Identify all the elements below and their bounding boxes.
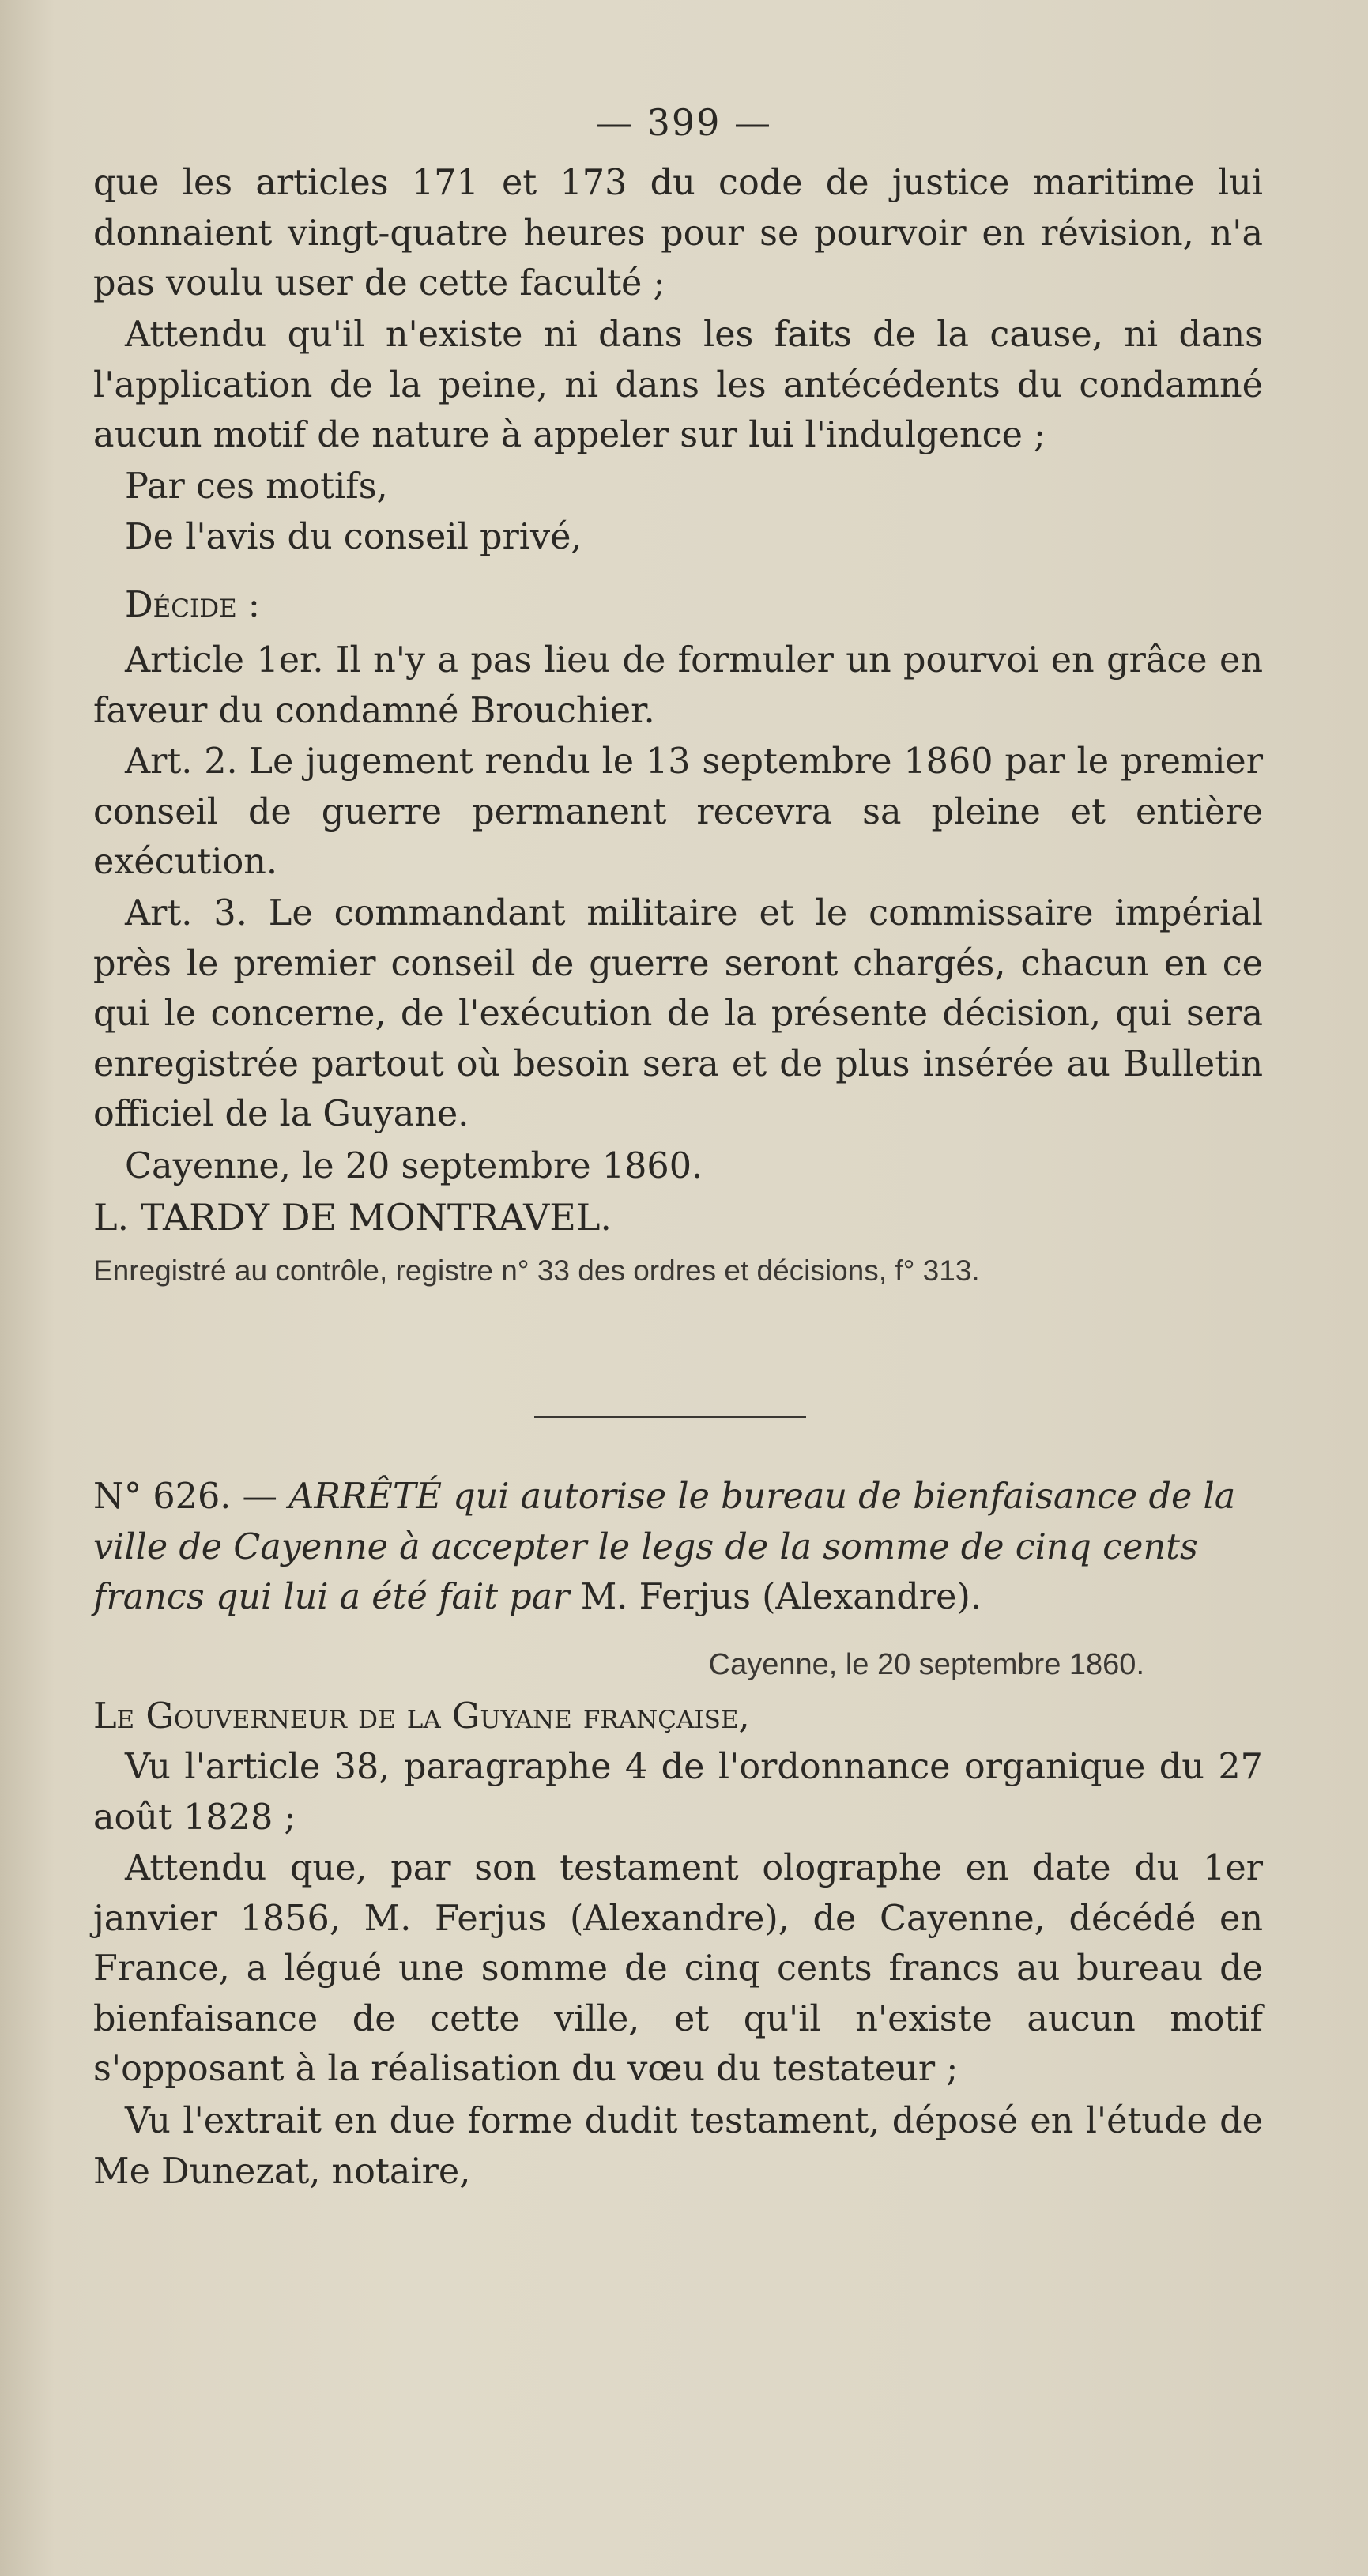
registry-note: Enregistré au contrôle, registre n° 33 des ordres et décisions, f° 313. [93, 1254, 980, 1287]
decision-section [93, 158, 1263, 1299]
attendu-testament: Attendu que, par son testament olographe en date du 1er janvier 1856, M. Ferjus (Alexandre), de Cayenne, décédé en France, a légué une somme de cinq cents francs au bureau de bienfaisance de cette ville, et qu'il n'existe aucun motif s'opposant à la réalisation du vœu du testateur ; [93, 1848, 1263, 2089]
paragraph-avis: De l'avis du conseil privé, [125, 517, 582, 557]
article-3: Art. 3. Le commandant militaire et le commissaire impérial près le premier conseil de guerre seront chargés, chacun en ce qui le concerne, de l'exécution de la présente décision, qui sera enregistrée partout où besoin sera et de plus insérée au Bulletin officiel de la Guyane. [93, 893, 1263, 1134]
signature: L. TARDY DE MONTRAVEL. [93, 1196, 612, 1239]
arrete-date: Cayenne, le 20 septembre 1860. [708, 1648, 1144, 1681]
paragraph-continuation: que les articles 171 et 173 du code de justice maritime lui donnaient vingt-quatre heures pour se pourvoir en révision, n'a pas voulu user de cette faculté ; [93, 163, 1263, 304]
paragraph-decide: Décide : [125, 585, 260, 625]
arrete-title [93, 1472, 1263, 1624]
arrete-title-person: M. Ferjus (Alexandre). [580, 1577, 982, 1617]
paragraph-attendu: Attendu qu'il n'existe ni dans les faits de la cause, ni dans l'application de la peine, ni dans les antécédents du condamné aucun motif de nature à appeler sur lui l'indulgence ; [93, 315, 1263, 455]
section-divider [534, 1416, 806, 1418]
arrete-title-italic: ARRÊTÉ qui autorise le bureau de bienfaisance de la ville de Cayenne à accepter le legs de la somme de cinq cents francs qui lui a été fait par [93, 1477, 1236, 1617]
governor-line: Le Gouverneur de la Guyane française, [93, 1696, 750, 1737]
date-signed: Cayenne, le 20 septembre 1860. [125, 1146, 703, 1186]
article-2: Art. 2. Le jugement rendu le 13 septembre 1860 par le premier conseil de guerre permanent recevra sa pleine et entière exécution. [93, 741, 1263, 882]
page-number: — 399 — [595, 101, 773, 144]
arrete-section [93, 1472, 1263, 2197]
article-1: Article 1er. Il n'y a pas lieu de formuler un pourvoi en grâce en faveur du condamné Brouchier. [93, 640, 1263, 731]
vu-extrait: Vu l'extrait en due forme dudit testament, déposé en l'étude de Me Dunezat, notaire, [93, 2101, 1263, 2192]
paragraph-par-ces-motifs: Par ces motifs, [125, 466, 388, 507]
vu-article: Vu l'article 38, paragraphe 4 de l'ordonnance organique du 27 août 1828 ; [93, 1747, 1263, 1838]
arrete-number: N° 626. — [93, 1477, 278, 1517]
